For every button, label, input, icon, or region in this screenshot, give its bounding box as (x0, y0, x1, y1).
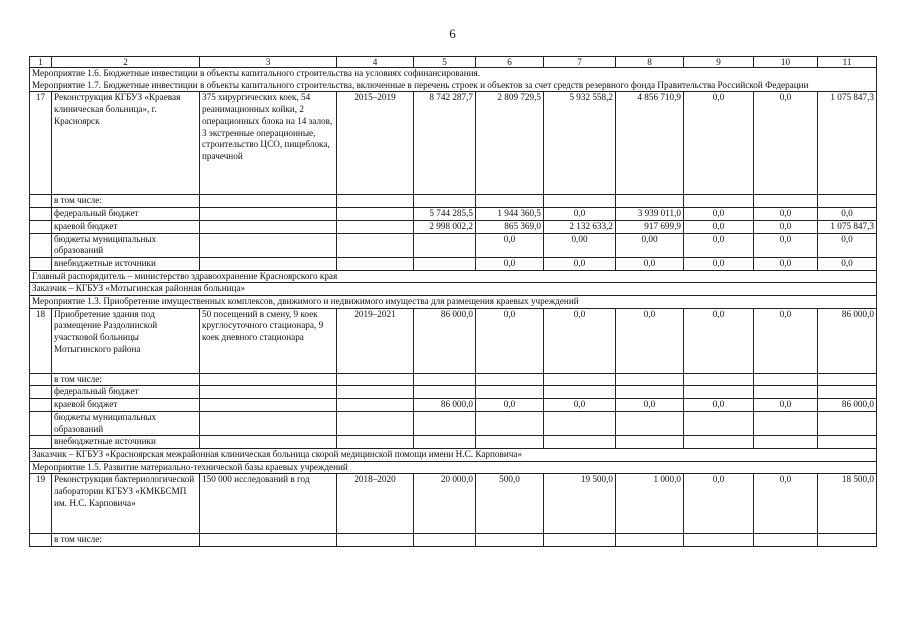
table-row (30, 308, 877, 373)
object-capacity: 150 000 исследований в год (200, 474, 337, 534)
value-cell: 86 000,0 (414, 308, 476, 373)
row-label: внебюджетные источники (52, 436, 200, 449)
section-m16: Мероприятие 1.6. Бюджетные инвестиции в объекты капитального строительства на условиях софинансирования. (32, 68, 481, 78)
value-cell: 0,0 (754, 474, 818, 534)
object-years: 2018–2020 (337, 474, 414, 534)
table-row (30, 534, 877, 547)
value-cell: 0,0 (616, 257, 684, 270)
value-cell: 0,0 (684, 308, 754, 373)
value-cell: 0,0 (754, 92, 818, 195)
row-label: бюджеты муниципальных образований (52, 411, 200, 435)
value-cell: 4 856 710,9 (616, 92, 684, 195)
value-cell: 0,0 (476, 233, 544, 257)
row-number: 18 (30, 308, 52, 373)
value-cell: 86 000,0 (414, 399, 476, 412)
object-name: Приобретение здания под размещение Раздолинской участковой больницы Мотыгинского района (52, 308, 200, 373)
value-cell: 3 939 011,0 (616, 208, 684, 221)
value-cell: 18 500,0 (818, 474, 877, 534)
value-cell: 0,0 (754, 233, 818, 257)
section-row (30, 296, 877, 309)
object-capacity: 50 посещений в смену, 9 коек круглосуточного стационара, 9 коек дневного стационара (200, 308, 337, 373)
value-cell: 0,0 (754, 257, 818, 270)
value-cell: 8 742 287,7 (414, 92, 476, 195)
value-cell: 0,0 (684, 208, 754, 221)
value-cell: 0,0 (544, 308, 616, 373)
table-row (30, 399, 877, 412)
value-cell: 0,0 (818, 233, 877, 257)
object-name: Реконструкция бактериологической лаборатории КГБУЗ «КМКБСМП им. Н.С. Карповича» (52, 474, 200, 534)
value-cell (414, 257, 476, 270)
value-cell: 19 500,0 (544, 474, 616, 534)
value-cell: 0,00 (616, 233, 684, 257)
value-cell: 0,0 (684, 92, 754, 195)
value-cell: 0,0 (544, 399, 616, 412)
section-m13: Мероприятие 1.3. Приобретение имущественных комплексов, движимого и недвижимого имущества для размещения краевых учреждений (30, 296, 877, 309)
section-title (30, 68, 877, 92)
header-cell: 3 (200, 57, 337, 68)
section-zakazchik-karpovich: Заказчик – КГБУЗ «Красноярская межрайонная клиническая больница скорой медицинской помощи имени Н.С. Карповича» (30, 448, 877, 461)
value-cell: 0,0 (544, 257, 616, 270)
row-number: 19 (30, 474, 52, 534)
table-row (30, 474, 877, 534)
value-cell (414, 233, 476, 257)
header-cell: 9 (684, 57, 754, 68)
page-number: 6 (449, 26, 456, 41)
section-m17: Мероприятие 1.7. Бюджетные инвестиции в объекты капитального строительства, включенные в перечень строек и объектов за счет средств резервного фонда Правительства Российской Федерации (32, 79, 809, 90)
value-cell: 0,0 (754, 308, 818, 373)
table-row (30, 373, 877, 386)
header-cell: 8 (616, 57, 684, 68)
table-row (30, 411, 877, 435)
table-row (30, 195, 877, 208)
row-label: в том числе: (52, 534, 200, 547)
value-cell: 917 699,9 (616, 220, 684, 233)
value-cell: 0,0 (818, 208, 877, 221)
value-cell: 0,0 (754, 220, 818, 233)
header-cell: 2 (52, 57, 200, 68)
header-cell: 1 (30, 57, 52, 68)
object-capacity: 375 хирургических коек, 54 реанимационных койки, 2 операционных блока на 14 залов, 3 экстренные операционные, строительство ЦСО, пищеблока, прачечной (200, 92, 337, 195)
section-zakazchik-motygino: Заказчик – КГБУЗ «Мотыгинская районная больница» (30, 283, 877, 296)
row-label: краевой бюджет (52, 399, 200, 412)
value-cell: 2 809 729,5 (476, 92, 544, 195)
value-cell: 86 000,0 (818, 308, 877, 373)
section-glavny: Главный распорядитель – министерство здравоохранение Красноярского края (30, 270, 877, 283)
value-cell: 20 000,0 (414, 474, 476, 534)
table-row (30, 208, 877, 221)
row-label: в том числе: (52, 195, 200, 208)
section-row (30, 461, 877, 474)
header-cell: 7 (544, 57, 616, 68)
value-cell: 0,0 (684, 220, 754, 233)
value-cell: 0,0 (754, 208, 818, 221)
header-cell: 10 (754, 57, 818, 68)
value-cell: 1 944 360,5 (476, 208, 544, 221)
header-cell: 5 (414, 57, 476, 68)
value-cell: 500,0 (476, 474, 544, 534)
section-row (30, 68, 877, 92)
value-cell: 86 000,0 (818, 399, 877, 412)
section-row (30, 448, 877, 461)
row-number: 17 (30, 92, 52, 195)
value-cell: 0,0 (818, 257, 877, 270)
value-cell: 5 932 558,2 (544, 92, 616, 195)
value-cell: 0,0 (616, 308, 684, 373)
row-label: федеральный бюджет (52, 386, 200, 399)
value-cell: 0,0 (544, 208, 616, 221)
value-cell: 0,0 (684, 399, 754, 412)
budget-table (29, 56, 877, 547)
header-cell: 6 (476, 57, 544, 68)
value-cell: 0,0 (684, 474, 754, 534)
table-row (30, 436, 877, 449)
row-label: бюджеты муниципальных образований (52, 233, 200, 257)
value-cell: 2 132 633,2 (544, 220, 616, 233)
row-label: в том числе: (52, 373, 200, 386)
table-row (30, 257, 877, 270)
table-row (30, 233, 877, 257)
value-cell: 1 000,0 (616, 474, 684, 534)
header-cell: 4 (337, 57, 414, 68)
table-row (30, 220, 877, 233)
header-row (30, 57, 877, 68)
section-row (30, 283, 877, 296)
value-cell: 0,0 (616, 399, 684, 412)
value-cell: 0,0 (476, 308, 544, 373)
value-cell: 1 075 847,3 (818, 92, 877, 195)
value-cell: 0,0 (684, 233, 754, 257)
row-label: федеральный бюджет (52, 208, 200, 221)
value-cell: 0,00 (544, 233, 616, 257)
value-cell: 0,0 (754, 399, 818, 412)
object-name: Реконструкция КГБУЗ «Краевая клиническая больница», г. Красноярск (52, 92, 200, 195)
value-cell: 1 075 847,3 (818, 220, 877, 233)
object-years: 2019–2021 (337, 308, 414, 373)
value-cell: 0,0 (476, 399, 544, 412)
value-cell: 2 998 002,2 (414, 220, 476, 233)
section-row (30, 270, 877, 283)
header-cell: 11 (818, 57, 877, 68)
value-cell: 5 744 285,5 (414, 208, 476, 221)
table-row (30, 386, 877, 399)
value-cell: 0,0 (476, 257, 544, 270)
row-label: внебюджетные источники (52, 257, 200, 270)
table-row (30, 92, 877, 195)
value-cell: 0,0 (684, 257, 754, 270)
object-years: 2015–2019 (337, 92, 414, 195)
value-cell: 865 369,0 (476, 220, 544, 233)
row-label: краевой бюджет (52, 220, 200, 233)
section-m15: Мероприятие 1.5. Развитие материально-технической базы краевых учреждений (30, 461, 877, 474)
